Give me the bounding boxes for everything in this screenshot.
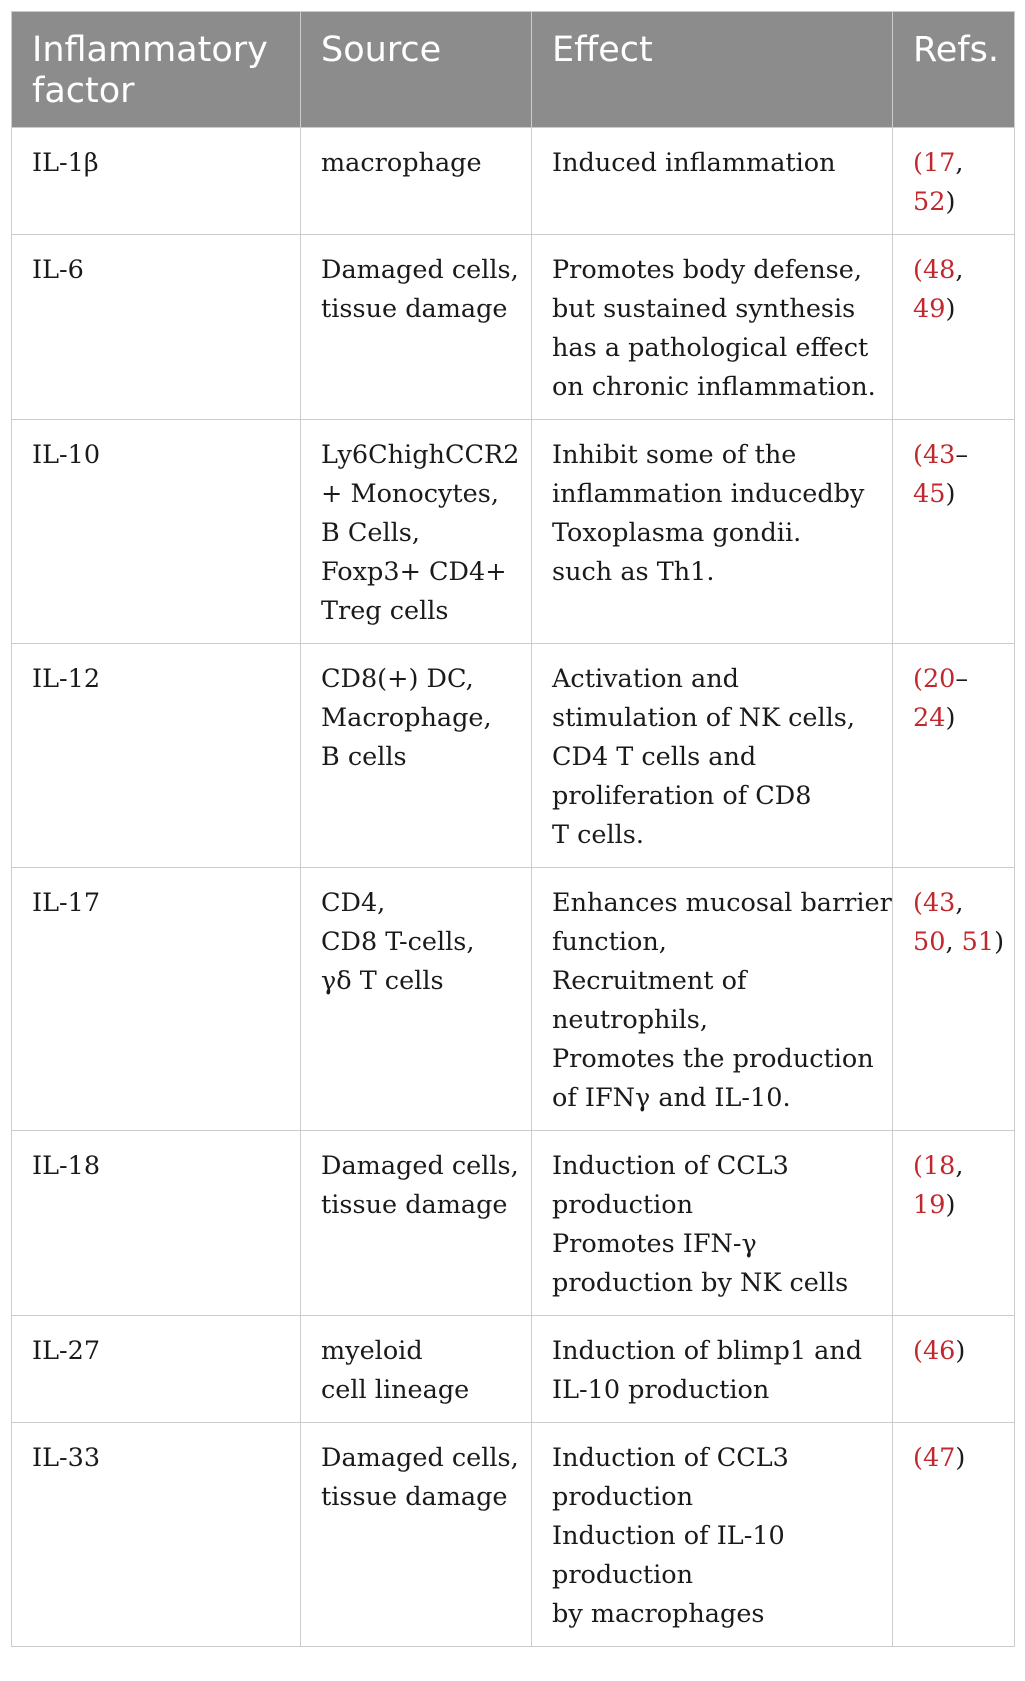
effect-line: but sustained synthesis — [552, 294, 856, 324]
refs-cell — [893, 644, 1015, 868]
effect-line: has a pathological effect — [552, 333, 869, 363]
source-line: Damaged cells, — [321, 255, 519, 285]
header-inflammatory-factor — [12, 12, 301, 128]
header-effect — [532, 12, 893, 128]
source-line: tissue damage — [321, 1190, 508, 1220]
reference-punctuation: , — [955, 1151, 964, 1181]
effect-line: Induction of blimp1 and — [552, 1336, 863, 1366]
reference-punctuation: ( — [913, 1151, 923, 1181]
refs-line — [913, 144, 994, 183]
effect-cell — [532, 420, 893, 644]
source-line: Damaged cells, — [321, 1443, 519, 1473]
reference-punctuation: , — [955, 255, 964, 285]
effect-line: inflammation inducedby — [552, 479, 865, 509]
reference-punctuation: – — [955, 664, 969, 694]
reference-link[interactable]: 50 — [913, 927, 946, 957]
refs-line — [913, 699, 994, 738]
table-header-row — [12, 12, 1015, 128]
effect-line: by macrophages — [552, 1599, 765, 1629]
header-line: Source — [321, 30, 442, 70]
source-line: cell lineage — [321, 1375, 470, 1405]
refs-cell — [893, 868, 1015, 1131]
source-line: Ly6ChighCCR2 — [321, 440, 520, 470]
table-row — [12, 235, 1015, 420]
source-cell — [301, 1316, 532, 1423]
effect-cell — [532, 128, 893, 235]
source-line: Damaged cells, — [321, 1151, 519, 1181]
effect-line: Induced inflammation — [552, 148, 836, 178]
effect-line: such as Th1. — [552, 557, 715, 587]
reference-link[interactable]: 19 — [913, 1190, 946, 1220]
factor-cell — [12, 1423, 301, 1647]
factor-name: IL-12 — [32, 664, 101, 694]
factor-name: IL-27 — [32, 1336, 101, 1366]
table-row — [12, 868, 1015, 1131]
refs-line — [913, 1439, 994, 1478]
refs-line — [913, 183, 994, 222]
reference-punctuation: ( — [913, 440, 923, 470]
source-line: CD8(+) DC, — [321, 664, 474, 694]
effect-line: Promotes body defense, — [552, 255, 862, 285]
effect-line: Inhibit some of the — [552, 440, 797, 470]
refs-line — [913, 923, 1005, 962]
table-row — [12, 420, 1015, 644]
refs-cell — [893, 1423, 1015, 1647]
header-line: Refs. — [913, 30, 999, 70]
refs-cell — [893, 235, 1015, 420]
effect-line: proliferation of CD8 — [552, 781, 812, 811]
table-row — [12, 1316, 1015, 1423]
effect-line: T cells. — [552, 820, 644, 850]
source-cell — [301, 128, 532, 235]
inflammatory-factors-table — [11, 11, 1015, 1647]
reference-punctuation: ) — [955, 1443, 966, 1473]
effect-line: CD4 T cells and — [552, 742, 757, 772]
effect-line: production — [552, 1482, 694, 1512]
source-cell — [301, 868, 532, 1131]
effect-cell — [532, 1316, 893, 1423]
reference-link[interactable]: 18 — [922, 1151, 956, 1181]
table-row — [12, 128, 1015, 235]
table-body — [12, 128, 1015, 1647]
refs-cell — [893, 420, 1015, 644]
reference-punctuation: – — [955, 440, 969, 470]
effect-cell — [532, 868, 893, 1131]
source-line: B cells — [321, 742, 407, 772]
factor-name: IL-18 — [32, 1151, 101, 1181]
factor-cell — [12, 868, 301, 1131]
reference-link[interactable]: 51 — [961, 927, 995, 957]
source-cell — [301, 235, 532, 420]
reference-punctuation: ) — [945, 703, 956, 733]
effect-line: on chronic inflammation. — [552, 372, 876, 402]
effect-line: Promotes the production — [552, 1044, 874, 1074]
refs-line — [913, 475, 994, 514]
refs-line — [913, 660, 994, 699]
header-line: factor — [32, 71, 135, 111]
factor-name: IL-33 — [32, 1443, 101, 1473]
reference-link[interactable]: 20 — [922, 664, 956, 694]
effect-cell — [532, 644, 893, 868]
source-line: CD8 T-cells, — [321, 927, 475, 957]
header-line: Inflammatory — [32, 30, 268, 70]
factor-cell — [12, 420, 301, 644]
reference-punctuation: , — [945, 927, 962, 957]
effect-line: production by NK cells — [552, 1268, 849, 1298]
reference-punctuation: ( — [913, 148, 923, 178]
reference-punctuation: ( — [913, 1443, 923, 1473]
factor-name: IL-10 — [32, 440, 101, 470]
reference-punctuation: ) — [945, 1190, 956, 1220]
refs-line — [913, 1147, 994, 1186]
reference-punctuation: ) — [955, 1336, 966, 1366]
source-line: myeloid — [321, 1336, 423, 1366]
effect-line: production — [552, 1560, 694, 1590]
reference-link[interactable]: 47 — [922, 1443, 956, 1473]
reference-link[interactable]: 52 — [913, 187, 946, 217]
effect-line: of IFNγ and IL-10. — [552, 1083, 791, 1113]
header-line: Effect — [552, 30, 653, 70]
reference-punctuation: ( — [913, 664, 923, 694]
reference-punctuation: ( — [913, 255, 923, 285]
effect-line: production — [552, 1190, 694, 1220]
refs-cell — [893, 1131, 1015, 1316]
reference-link[interactable]: 49 — [913, 294, 946, 324]
source-line: macrophage — [321, 148, 482, 178]
table-row — [12, 1423, 1015, 1647]
reference-link[interactable]: 48 — [922, 255, 956, 285]
factor-name: IL-1β — [32, 148, 99, 178]
factor-cell — [12, 1131, 301, 1316]
source-line: γδ T cells — [321, 966, 444, 996]
factor-cell — [12, 1316, 301, 1423]
factor-cell — [12, 128, 301, 235]
reference-punctuation: ) — [994, 927, 1005, 957]
effect-line: neutrophils, — [552, 1005, 708, 1035]
effect-line: stimulation of NK cells, — [552, 703, 855, 733]
source-cell — [301, 1423, 532, 1647]
source-line: Foxp3+ CD4+ — [321, 557, 507, 587]
factor-name: IL-17 — [32, 888, 101, 918]
source-cell — [301, 1131, 532, 1316]
factor-name: IL-6 — [32, 255, 84, 285]
effect-line: IL-10 production — [552, 1375, 770, 1405]
reference-link[interactable]: 45 — [913, 479, 946, 509]
effect-line: Induction of CCL3 — [552, 1151, 789, 1181]
refs-line — [913, 290, 994, 329]
effect-line: Induction of CCL3 — [552, 1443, 789, 1473]
reference-punctuation: ( — [913, 888, 923, 918]
source-line: B Cells, — [321, 518, 420, 548]
refs-line — [913, 884, 994, 923]
reference-punctuation: , — [955, 888, 964, 918]
reference-link[interactable]: 17 — [922, 148, 956, 178]
effect-line: Toxoplasma gondii. — [552, 518, 802, 548]
reference-link[interactable]: 43 — [922, 440, 956, 470]
reference-punctuation: ) — [945, 479, 956, 509]
source-cell — [301, 420, 532, 644]
header-refs — [893, 12, 1015, 128]
reference-link[interactable]: 43 — [922, 888, 956, 918]
reference-punctuation: ( — [913, 1336, 923, 1366]
refs-line — [913, 1186, 994, 1225]
source-line: CD4, — [321, 888, 386, 918]
table-row — [12, 1131, 1015, 1316]
effect-cell — [532, 235, 893, 420]
source-line: tissue damage — [321, 1482, 508, 1512]
header-source — [301, 12, 532, 128]
reference-punctuation: ) — [945, 294, 956, 324]
reference-punctuation: , — [955, 148, 964, 178]
refs-line — [913, 251, 994, 290]
reference-punctuation: ) — [945, 187, 956, 217]
source-line: + Monocytes, — [321, 479, 499, 509]
reference-link[interactable]: 46 — [922, 1336, 956, 1366]
refs-cell — [893, 1316, 1015, 1423]
effect-cell — [532, 1423, 893, 1647]
effect-line: Promotes IFN-γ — [552, 1229, 757, 1259]
effect-line: Induction of IL-10 — [552, 1521, 785, 1551]
source-line: tissue damage — [321, 294, 508, 324]
source-cell — [301, 644, 532, 868]
effect-line: Recruitment of — [552, 966, 747, 996]
refs-cell — [893, 128, 1015, 235]
refs-line — [913, 436, 994, 475]
effect-line: function, — [552, 927, 667, 957]
reference-link[interactable]: 24 — [913, 703, 946, 733]
refs-line — [913, 1332, 994, 1371]
effect-cell — [532, 1131, 893, 1316]
factor-cell — [12, 235, 301, 420]
factor-cell — [12, 644, 301, 868]
source-line: Treg cells — [321, 596, 449, 626]
effect-line: Activation and — [552, 664, 739, 694]
table-row — [12, 644, 1015, 868]
source-line: Macrophage, — [321, 703, 492, 733]
effect-line: Enhances mucosal barrier — [552, 888, 892, 918]
